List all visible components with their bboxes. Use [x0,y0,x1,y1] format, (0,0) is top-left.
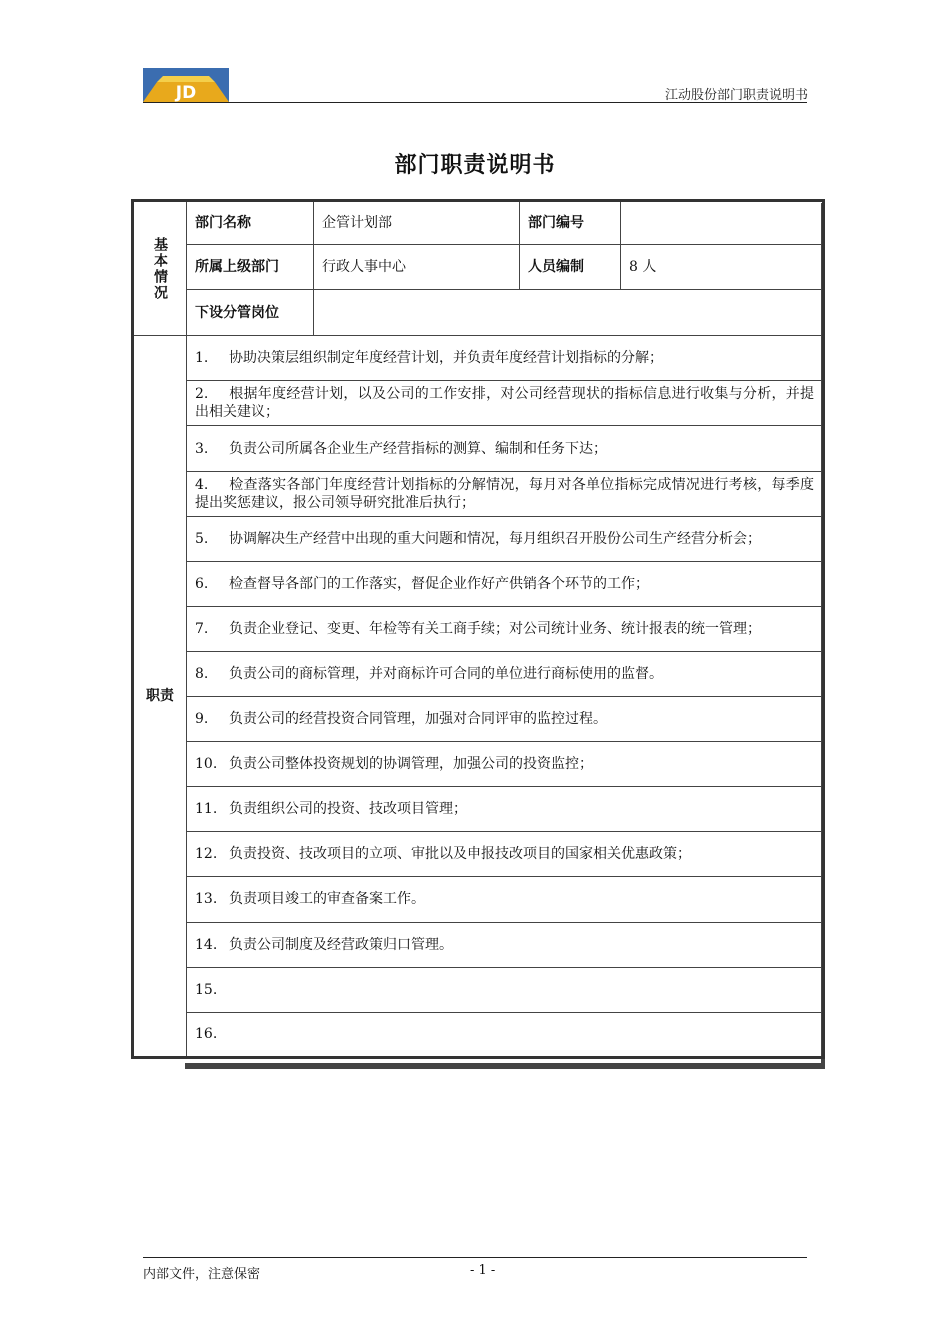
duty-table [131,199,825,1059]
dept-name-value: 企管计划部 [314,201,520,245]
table-row [133,606,824,651]
duty-item-6: 6. 检查督导各部门的工作落实，督促企业作好产供销各个环节的工作； [187,561,824,606]
duty-item-15: 15. [187,967,824,1012]
staff-label: 人员编制 [520,245,621,290]
document-label: 江动股份部门职责说明书 [664,88,808,103]
table-row [133,245,824,290]
parent-dept-value: 行政人事中心 [314,245,520,290]
table-row [133,471,824,516]
table-shadow-bottom [185,1063,825,1069]
duty-item-2: 2. 根据年度经营计划，以及公司的工作安排，对公司经营现状的指标信息进行收集与分析，并提出相关建议； [187,381,824,426]
table-row [133,1012,824,1057]
duty-item-10: 10. 负责公司整体投资规划的协调管理，加强公司的投资监控； [187,742,824,787]
dept-name-label: 部门名称 [187,201,314,245]
header-divider [143,102,807,103]
staff-value: 8 人 [621,245,824,290]
duty-item-14: 14. 负责公司制度及经营政策归口管理。 [187,922,824,967]
dept-code-label: 部门编号 [520,201,621,245]
table-row [133,516,824,561]
duty-item-8: 8. 负责公司的商标管理，并对商标许可合同的单位进行商标使用的监督。 [187,651,824,696]
table-row [133,426,824,471]
company-logo [143,68,229,102]
duty-item-3: 3. 负责公司所属各企业生产经营指标的测算、编制和任务下达； [187,426,824,471]
table-row [133,967,824,1012]
table-row [133,201,824,245]
table-row [133,742,824,787]
table-row [133,336,824,381]
duty-item-9: 9. 负责公司的经营投资合同管理，加强对合同评审的监控过程。 [187,697,824,742]
table-row [133,561,824,606]
table-row [133,787,824,832]
duty-item-13: 13. 负责项目竣工的审查备案工作。 [187,877,824,922]
footer-divider [143,1257,807,1258]
logo-text: JD [175,83,197,102]
table-row [133,290,824,336]
duty-item-11: 11. 负责组织公司的投资、技改项目管理； [187,787,824,832]
table-row [133,922,824,967]
duty-item-16: 16. [187,1012,824,1057]
sub-positions-label: 下设分管岗位 [187,290,314,336]
table-row [133,832,824,877]
table-row [133,651,824,696]
sub-positions-value [314,290,824,336]
parent-dept-label: 所属上级部门 [187,245,314,290]
confidential-note: 内部文件，注意保密 [143,1267,261,1282]
duty-item-1: 1. 协助决策层组织制定年度经营计划，并负责年度经营计划指标的分解； [187,336,824,381]
duty-item-7: 7. 负责企业登记、变更、年检等有关工商手续；对公司统计业务、统计报表的统一管理； [187,606,824,651]
duty-item-4: 4. 检查落实各部门年度经营计划指标的分解情况，每月对各单位指标完成情况进行考核，每季度提出奖惩建议，报公司领导研究批准后执行； [187,471,824,516]
duties-section-label: 职责 [133,336,187,1058]
basic-section-label: 基本情况 [133,201,187,336]
table-row [133,697,824,742]
page-number: - 1 - [470,1263,496,1278]
table-row [133,877,824,922]
duty-item-12: 12. 负责投资、技改项目的立项、审批以及申报技改项目的国家相关优惠政策； [187,832,824,877]
table-row [133,381,824,426]
logo-icon [143,68,229,102]
page-title: 部门职责说明书 [394,153,556,178]
duty-item-5: 5. 协调解决生产经营中出现的重大问题和情况，每月组织召开股份公司生产经营分析会； [187,516,824,561]
dept-code-value [621,201,824,245]
